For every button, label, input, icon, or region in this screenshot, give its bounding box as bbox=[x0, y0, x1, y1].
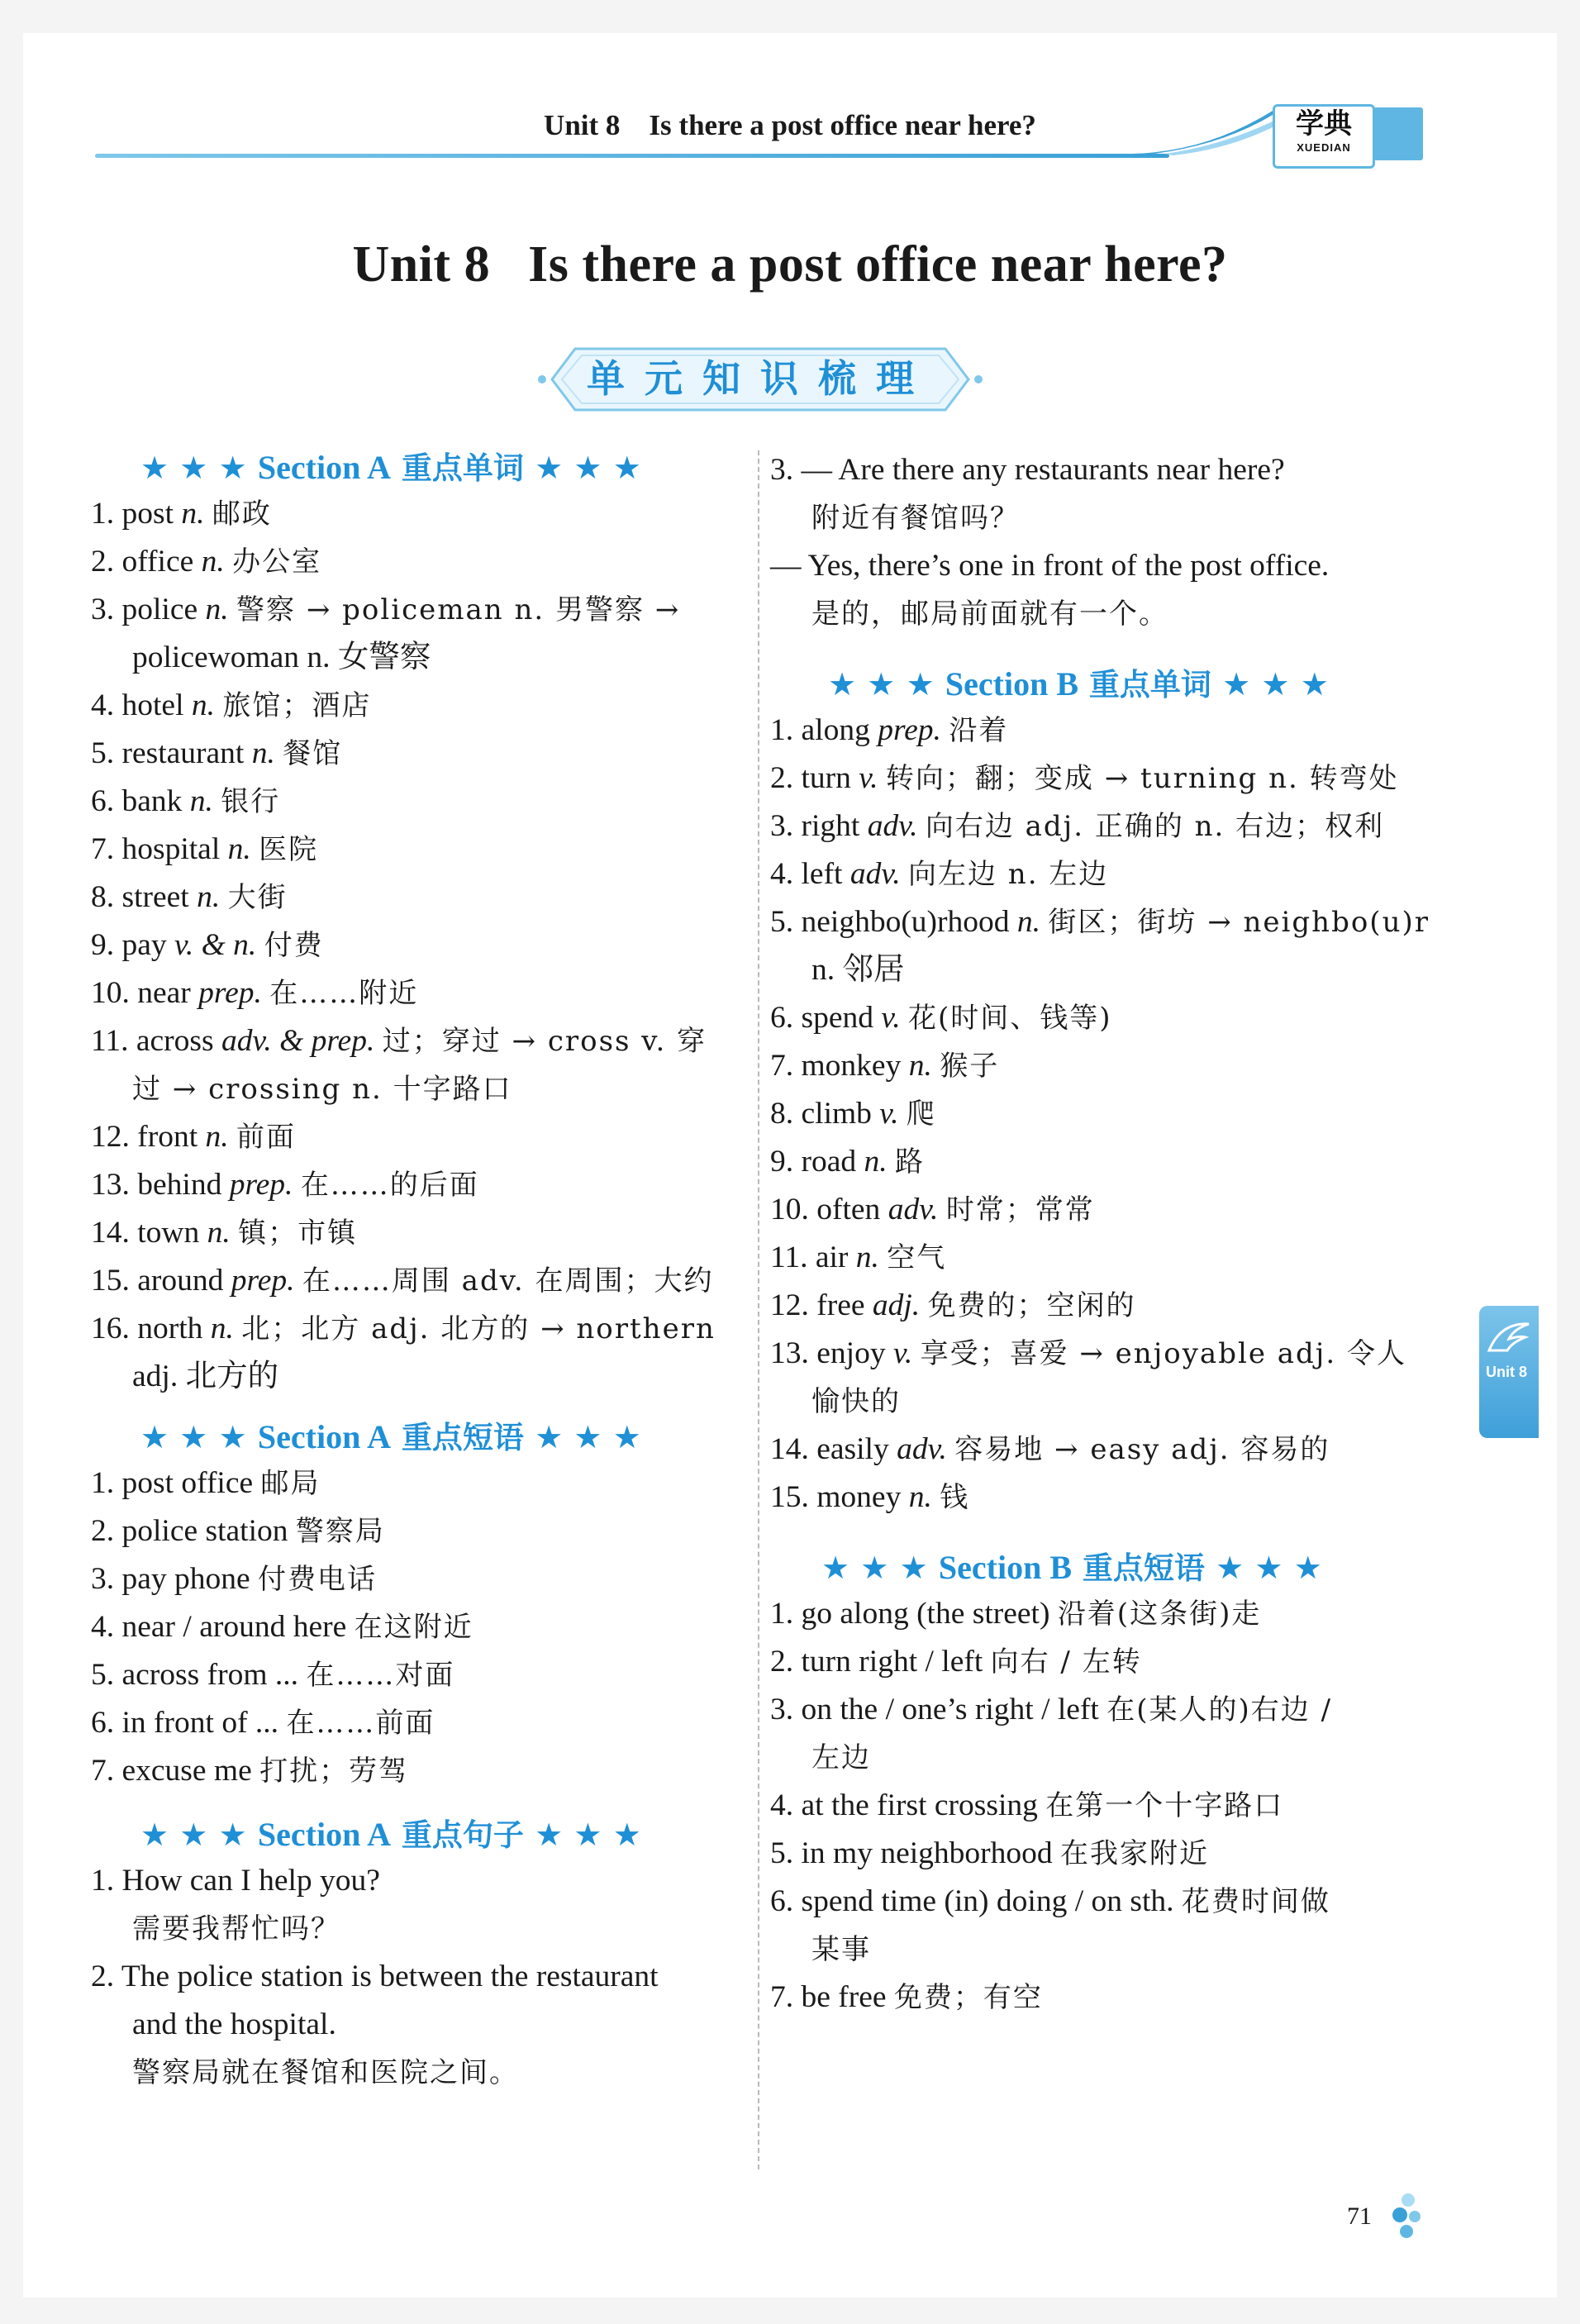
banner-title: 单元知识梳理 bbox=[587, 356, 934, 401]
item-english: 12. free bbox=[770, 1288, 865, 1322]
item-chinese: 时常；常常 bbox=[945, 1193, 1095, 1226]
item-english: 9. road bbox=[770, 1145, 857, 1179]
list-item bbox=[770, 542, 1448, 590]
item-english: 2. office bbox=[91, 545, 194, 579]
item-chinese: 旅馆；酒店 bbox=[222, 689, 372, 722]
part-of-speech: n. bbox=[189, 784, 213, 818]
page-number-dots bbox=[1382, 2192, 1431, 2250]
part-of-speech: n. bbox=[908, 1049, 932, 1083]
item-chinese: 大街 bbox=[227, 881, 288, 914]
list-item bbox=[770, 1686, 1448, 1734]
item-chinese: 打扰；劳驾 bbox=[259, 1755, 409, 1788]
list-item bbox=[91, 1305, 752, 1353]
page-title bbox=[0, 236, 1580, 294]
item-english: 9. pay bbox=[91, 928, 167, 962]
list-item bbox=[770, 446, 1448, 494]
part-of-speech: n. bbox=[181, 497, 205, 531]
sentence-list-continued bbox=[770, 446, 1448, 638]
list-item bbox=[770, 1186, 1448, 1234]
item-chinese: 空气 bbox=[887, 1241, 947, 1274]
list-item bbox=[91, 1699, 752, 1747]
item-chinese: 在……前面 bbox=[286, 1707, 435, 1740]
part-of-speech: n. bbox=[908, 1480, 932, 1514]
right-column bbox=[770, 446, 1448, 2022]
item-chinese: 付费电话 bbox=[258, 1563, 378, 1596]
phrase-list bbox=[91, 1460, 752, 1795]
item-english: 4. at the first crossing bbox=[770, 1788, 1038, 1822]
item-chinese: 向右边 adj. 正确的 n. 右边；权利 bbox=[925, 810, 1385, 843]
item-chinese: 花(时间、钱等) bbox=[908, 1002, 1112, 1035]
item-english: 16. north bbox=[91, 1312, 203, 1345]
continuation-text: 是的，邮局前面就有一个。 bbox=[811, 598, 1168, 631]
continuation-text: 需要我帮忙吗？ bbox=[132, 1912, 340, 1945]
item-english: 13. enjoy bbox=[770, 1336, 886, 1370]
list-item bbox=[91, 682, 752, 730]
item-chinese: 钱 bbox=[940, 1481, 970, 1514]
item-english: 3. right bbox=[770, 809, 860, 843]
list-item bbox=[91, 1603, 752, 1651]
part-of-speech: adv. bbox=[888, 1193, 939, 1226]
item-chinese: 邮政 bbox=[212, 498, 272, 531]
item-english: 8. climb bbox=[770, 1097, 872, 1131]
item-english: 14. town bbox=[91, 1216, 200, 1250]
list-item bbox=[770, 1138, 1448, 1186]
item-english: 14. easily bbox=[770, 1432, 889, 1466]
list-item bbox=[770, 755, 1448, 802]
section-heading: ★ ★ ★ Section A 重点句子 ★ ★ ★ bbox=[140, 1816, 641, 1853]
continuation-text: 左边 bbox=[811, 1741, 871, 1774]
part-of-speech: n. bbox=[205, 593, 229, 626]
list-item bbox=[770, 1782, 1448, 1830]
item-chinese: 在第一个十字路口 bbox=[1045, 1789, 1284, 1822]
list-item bbox=[770, 1590, 1448, 1638]
list-item bbox=[91, 730, 752, 778]
list-item bbox=[91, 874, 752, 922]
item-english: 3. on the / one’s right / left bbox=[770, 1693, 1099, 1726]
list-item bbox=[91, 1651, 752, 1699]
unit-label: Unit 8 bbox=[352, 236, 491, 293]
item-chinese: 容易地 → easy adj. 容易的 bbox=[954, 1433, 1330, 1466]
item-english: 1. How can I help you? bbox=[91, 1864, 380, 1898]
continuation-text: policewoman n. 女警察 bbox=[132, 641, 431, 674]
list-item bbox=[91, 922, 752, 969]
item-english: 4. near / around here bbox=[91, 1610, 347, 1644]
item-english: 11. air bbox=[770, 1241, 849, 1274]
item-english: — Yes, there’s one in front of the post office. bbox=[770, 549, 1330, 583]
list-item bbox=[770, 1282, 1448, 1330]
item-english: 13. behind bbox=[91, 1168, 222, 1202]
item-english: 7. monkey bbox=[770, 1049, 902, 1083]
item-chinese: 医院 bbox=[259, 833, 319, 866]
list-item bbox=[91, 1209, 752, 1257]
continuation-text: n. 邻居 bbox=[811, 953, 905, 987]
item-chinese: 沿着(这条街)走 bbox=[1057, 1598, 1262, 1631]
item-english: 8. street bbox=[91, 880, 189, 914]
item-chinese: 在我家附近 bbox=[1060, 1837, 1210, 1870]
item-continuation bbox=[770, 494, 1448, 542]
item-continuation bbox=[91, 2001, 752, 2049]
item-chinese: 爬 bbox=[906, 1098, 936, 1131]
item-continuation bbox=[770, 590, 1448, 638]
item-chinese: 办公室 bbox=[232, 545, 322, 579]
vocab-list bbox=[91, 490, 752, 1401]
part-of-speech: prep. bbox=[231, 1264, 295, 1298]
item-english: 2. turn right / left bbox=[770, 1645, 983, 1679]
item-english: 11. across bbox=[91, 1024, 214, 1058]
item-chinese: 花费时间做 bbox=[1181, 1885, 1330, 1918]
part-of-speech: adv. & prep. bbox=[221, 1024, 375, 1058]
item-english: 6. spend time (in) doing / on sth. bbox=[770, 1884, 1174, 1918]
list-item bbox=[770, 1974, 1448, 2022]
item-english: 12. front bbox=[91, 1120, 198, 1154]
part-of-speech: n. bbox=[1016, 905, 1041, 939]
list-item bbox=[91, 1507, 752, 1555]
list-item bbox=[91, 586, 752, 634]
item-english: 6. bank bbox=[91, 784, 183, 818]
list-item bbox=[91, 1257, 752, 1305]
item-english: 6. in front of ... bbox=[91, 1706, 279, 1740]
item-continuation bbox=[91, 1353, 752, 1401]
list-item bbox=[91, 1747, 752, 1795]
list-item bbox=[770, 994, 1448, 1042]
continuation-text: adj. 北方的 bbox=[132, 1360, 279, 1393]
item-chinese: 向右 / 左转 bbox=[990, 1645, 1142, 1679]
left-column bbox=[91, 446, 752, 2097]
item-chinese: 在(某人的)右边 / bbox=[1106, 1693, 1333, 1726]
item-chinese: 镇；市镇 bbox=[238, 1217, 358, 1250]
section-heading: ★ ★ ★ Section B 重点短语 ★ ★ ★ bbox=[821, 1549, 1322, 1586]
part-of-speech: v. bbox=[881, 1001, 901, 1035]
list-item bbox=[770, 898, 1448, 946]
item-chinese: 前面 bbox=[236, 1121, 297, 1154]
item-english: 1. go along (the street) bbox=[770, 1597, 1050, 1631]
logo-english: XUEDIAN bbox=[1297, 141, 1351, 154]
list-item bbox=[770, 1234, 1448, 1282]
item-english: 6. spend bbox=[770, 1001, 873, 1035]
part-of-speech: n. bbox=[855, 1241, 879, 1274]
item-chinese: 付费 bbox=[264, 929, 324, 962]
list-item bbox=[91, 1017, 752, 1065]
list-item bbox=[770, 1090, 1448, 1138]
list-item bbox=[770, 1638, 1448, 1686]
part-of-speech: n. bbox=[191, 688, 215, 722]
side-tab-label: Unit 8 bbox=[1486, 1364, 1528, 1380]
item-chinese: 餐馆 bbox=[283, 737, 343, 770]
header-swoosh bbox=[1132, 106, 1281, 155]
part-of-speech: n. bbox=[207, 1216, 231, 1250]
section-heading: ★ ★ ★ Section A 重点单词 ★ ★ ★ bbox=[140, 449, 641, 486]
continuation-text: and the hospital. bbox=[132, 2007, 336, 2041]
header-color-block bbox=[1373, 107, 1423, 160]
list-item bbox=[91, 1555, 752, 1603]
part-of-speech: adv. bbox=[849, 857, 901, 891]
item-english: 7. be free bbox=[770, 1980, 887, 2014]
part-of-speech: adv. bbox=[897, 1432, 947, 1466]
list-item bbox=[770, 802, 1448, 850]
unit-question: Is there a post office near here? bbox=[528, 236, 1228, 293]
phrase-list bbox=[770, 1590, 1448, 2022]
item-english: 3. police bbox=[91, 593, 198, 626]
item-english: 1. along bbox=[770, 713, 870, 747]
part-of-speech: adv. bbox=[867, 809, 918, 843]
item-english: 5. across from ... bbox=[91, 1658, 298, 1692]
item-chinese: 转向；翻；变成 → turning n. 转弯处 bbox=[885, 762, 1399, 795]
item-english: 5. neighbo(u)rhood bbox=[770, 905, 1010, 939]
list-item bbox=[770, 850, 1448, 898]
item-english: 1. post office bbox=[91, 1466, 254, 1500]
continuation-text: 愉快的 bbox=[811, 1385, 901, 1418]
list-item bbox=[91, 969, 752, 1017]
item-english: 4. left bbox=[770, 857, 843, 891]
item-english: 15. money bbox=[770, 1480, 902, 1514]
wing-icon bbox=[1484, 1317, 1534, 1359]
list-item bbox=[91, 778, 752, 826]
item-english: 3. pay phone bbox=[91, 1562, 250, 1596]
part-of-speech: n. bbox=[210, 1312, 234, 1345]
continuation-text: 某事 bbox=[811, 1933, 871, 1966]
item-english: 2. The police station is between the restaurant bbox=[91, 1960, 659, 1993]
part-of-speech: adj. bbox=[872, 1288, 921, 1322]
continuation-text: 附近有餐馆吗？ bbox=[811, 502, 1020, 535]
item-chinese: 过；穿过 → cross v. 穿 bbox=[382, 1025, 707, 1058]
item-chinese: 沿着 bbox=[949, 714, 1009, 747]
part-of-speech: n. bbox=[251, 736, 275, 770]
item-continuation bbox=[770, 946, 1448, 994]
item-english: 10. often bbox=[770, 1193, 881, 1226]
item-chinese: 邮局 bbox=[260, 1467, 321, 1500]
unit-side-tab bbox=[1479, 1306, 1539, 1438]
list-item bbox=[770, 1474, 1448, 1522]
item-chinese: 猴子 bbox=[940, 1050, 1000, 1083]
part-of-speech: n. bbox=[201, 545, 225, 579]
part-of-speech: n. bbox=[205, 1120, 229, 1154]
item-english: 4. hotel bbox=[91, 688, 184, 722]
item-chinese: 银行 bbox=[221, 785, 281, 818]
publisher-logo bbox=[1273, 104, 1375, 169]
list-item bbox=[770, 707, 1448, 755]
item-chinese: 警察局 bbox=[295, 1515, 385, 1548]
part-of-speech: v. & n. bbox=[174, 928, 257, 962]
part-of-speech: prep. bbox=[878, 713, 941, 747]
list-item bbox=[91, 490, 752, 538]
item-chinese: 在……周围 adv. 在周围；大约 bbox=[302, 1264, 714, 1298]
item-chinese: 免费；有空 bbox=[893, 1981, 1043, 2014]
item-chinese: 在这附近 bbox=[354, 1611, 474, 1644]
list-item bbox=[91, 1953, 752, 2001]
item-continuation bbox=[770, 1378, 1448, 1426]
column-divider bbox=[758, 450, 759, 2169]
item-english: 2. turn bbox=[770, 761, 851, 795]
page-number: 71 bbox=[1347, 2203, 1372, 2230]
list-item bbox=[770, 1830, 1448, 1878]
item-english: 10. near bbox=[91, 976, 191, 1010]
running-header: Unit 8 Is there a post office near here? bbox=[544, 109, 1036, 141]
item-english: 7. hospital bbox=[91, 832, 221, 866]
item-continuation bbox=[770, 1926, 1448, 1974]
item-continuation bbox=[91, 1905, 752, 1953]
item-chinese: 警察 → policeman n. 男警察 → bbox=[236, 593, 681, 626]
sentence-list bbox=[91, 1857, 752, 2097]
header-rule bbox=[95, 154, 1169, 158]
part-of-speech: n. bbox=[864, 1145, 888, 1179]
item-chinese: 路 bbox=[895, 1145, 926, 1179]
item-chinese: 北；北方 adj. 北方的 → northern bbox=[241, 1312, 716, 1345]
item-chinese: 在……附近 bbox=[269, 977, 419, 1010]
list-item bbox=[91, 1460, 752, 1507]
item-chinese: 在……对面 bbox=[306, 1659, 455, 1692]
list-item bbox=[770, 1878, 1448, 1926]
item-english: 15. around bbox=[91, 1264, 224, 1298]
part-of-speech: v. bbox=[879, 1097, 899, 1131]
item-english: 3. — Are there any restaurants near here? bbox=[770, 453, 1285, 487]
item-english: 5. restaurant bbox=[91, 736, 245, 770]
list-item bbox=[770, 1330, 1448, 1378]
part-of-speech: v. bbox=[859, 761, 878, 795]
list-item bbox=[770, 1426, 1448, 1474]
item-english: 7. excuse me bbox=[91, 1754, 252, 1788]
continuation-text: 过 → crossing n. 十字路口 bbox=[132, 1073, 512, 1106]
item-continuation bbox=[91, 634, 752, 682]
item-chinese: 在……的后面 bbox=[300, 1169, 479, 1202]
list-item bbox=[91, 826, 752, 874]
part-of-speech: prep. bbox=[198, 976, 262, 1010]
list-item bbox=[91, 1161, 752, 1209]
item-continuation bbox=[91, 1065, 752, 1113]
item-continuation bbox=[770, 1734, 1448, 1782]
item-english: 5. in my neighborhood bbox=[770, 1836, 1053, 1870]
item-continuation bbox=[91, 2049, 752, 2097]
section-heading: ★ ★ ★ Section A 重点短语 ★ ★ ★ bbox=[140, 1418, 641, 1455]
list-item bbox=[91, 538, 752, 586]
item-chinese: 免费的；空闲的 bbox=[927, 1289, 1136, 1322]
item-english: 1. post bbox=[91, 497, 174, 531]
part-of-speech: n. bbox=[197, 880, 221, 914]
part-of-speech: v. bbox=[892, 1336, 913, 1370]
logo-chinese: 学典 bbox=[1296, 107, 1352, 140]
list-item bbox=[91, 1113, 752, 1161]
list-item bbox=[770, 1042, 1448, 1090]
vocab-list bbox=[770, 707, 1448, 1522]
section-heading: ★ ★ ★ Section B 重点单词 ★ ★ ★ bbox=[828, 665, 1329, 702]
list-item bbox=[91, 1857, 752, 1905]
item-english: 2. police station bbox=[91, 1514, 288, 1548]
part-of-speech: prep. bbox=[229, 1168, 293, 1202]
continuation-text: 警察局就在餐馆和医院之间。 bbox=[132, 2056, 519, 2089]
item-chinese: 街区；街坊 → neighbo(u)r bbox=[1048, 906, 1430, 939]
part-of-speech: n. bbox=[227, 832, 251, 866]
item-chinese: 享受；喜爱 → enjoyable adj. 令人 bbox=[920, 1337, 1406, 1370]
item-chinese: 向左边 n. 左边 bbox=[907, 858, 1109, 891]
